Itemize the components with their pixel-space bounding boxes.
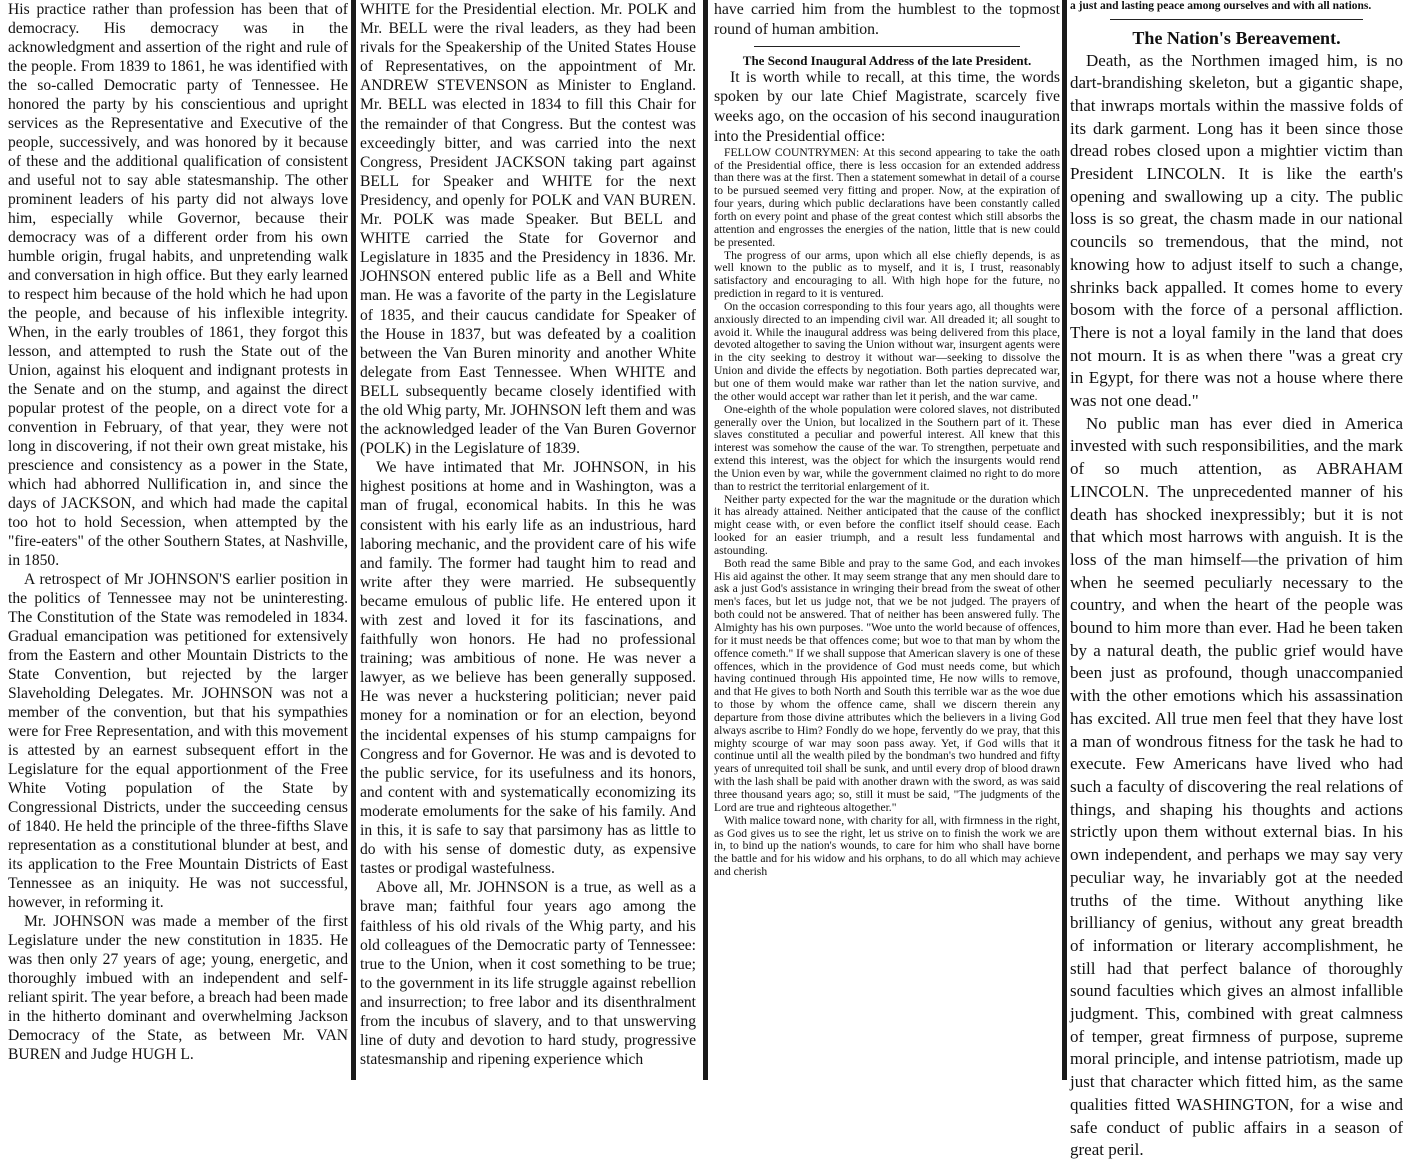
address-paragraph: FELLOW COUNTRYMEN: At this second appearing to take the oath of the Presidential office, there is less occasion for an extended address than there was at the first. Then a statement somewhat in detail of a course to be pursued seemed very fitting and proper. Now, at the expiration of four years, during which public declarations have been constantly called forth on every point and phase of the great contest which still absorbs the attention and engrosses the energies of the nation, little that is new could be presented. <box>714 145 1060 249</box>
column-1 <box>8 0 348 1080</box>
section-divider <box>754 46 1020 47</box>
address-paragraph: The progress of our arms, upon which all else chiefly depends, is as well known to the public as to myself, and it is, I trust, reasonably satisfactory and encouraging to all. With high hope for the future, no prediction in regard to it is ventured. <box>714 248 1060 301</box>
column-2 <box>360 0 696 1080</box>
section-divider <box>1110 19 1363 20</box>
inaugural-address <box>714 147 1060 879</box>
column-4-lead: a just and lasting peace among ourselves and with all nations. <box>1070 0 1372 12</box>
address-paragraph: Both read the same Bible and pray to the same God, and each invokes His aid against the other. It may seem strange that any men should dare to ask a just God's assistance in wringing their bread from the sweat of other men's faces, but let us judge not, that we be not judged. The prayers of both could not be answered. That of neither has been answered fully. The Almighty has his own purposes. "Woe unto the world because of offences, for it must needs be that offences come; but woe to that man by whom the offence cometh." If we shall suppose that American slavery is one of these offences, which in the providence of God must needs come, but which having continued through His appointed time, He now wills to remove, and that He gives to both North and South this terrible war as the woe due to those by whom the offence came, shall we discern therein any departure from those divine attributes which the believers in a living God always ascribe to Him? Fondly do we hope, fervently do we pray, that this mighty scourge of war may soon pass away. Yet, if God wills that it continue until all the wealth piled by the bondman's two hundred and fifty years of unrequited toil shall be sunk, and until every drop of blood drawn with the lash shall be paid with another drawn with the sword, as was said three thousand years ago; so, still it must be said, "The judgments of the Lord are true and righteous altogether." <box>714 556 1060 814</box>
column-3 <box>714 0 1060 1080</box>
column-1-paragraph-1: His practice rather than profession has been that of democracy. His democracy was in the acknowledgment and assertion of the right and rule of the people. From 1839 to 1861, he was identified with the so-called Democratic party of Tennessee. He honored the party by his conscientious and upright services as the Representative and Executive of the people, successively, and was honored by it because of these and the additional qualification of consistent and useful not to say able statesmanship. The other prominent leaders of his party did not always love him, especially while Governor, because their democracy was of a different order from his own humble origin, frugal habits, and unpretending walk and conversation in high office. But they early learned to respect him because of the hold which he had upon the people, and because of his inflexible integrity. When, in the early troubles of 1861, they forgot this lesson, and attempted to rush the State out of the Union, against his eloquent and indignant protests in the Senate and on the stump, and against the direct popular protest of the people, on a direct vote for a convention in February, of that year, they were not long in discovering, if not their own great mistake, his prescience and consistency as a power in the State, which had abhorred Nullification in, and since the days of JACKSON, and which had made the capital too hot to hold Secession, when attempted by the "fire-eaters" of the other Southern States, at Nashville, in 1850. <box>8 1 348 569</box>
column-rule-3 <box>1062 0 1067 1080</box>
column-rule-2 <box>703 0 708 1080</box>
address-paragraph: One-eighth of the whole population were colored slaves, not distributed generally over the Union, but localized in the Southern part of it. These slaves constituted a peculiar and powerful interest. All knew that this interest was somehow the cause of the war. To strengthen, perpetuate and extend this interest, was the object for which the insurgents would rend the Union even by war, while the government claimed no right to do more than to restrict the territorial enlargement of it. <box>714 402 1060 493</box>
column-4 <box>1070 0 1403 1160</box>
column-4-paragraph-2: No public man has ever died in America invested with such responsibilities, and the mark of so much attention, as ABRAHAM LINCOLN. The unprecedented manner of his death has shocked inexpressibly; but it is not that which most harrows with anguish. It is the loss of the man himself—the privation of him when he seemed peculiarly necessary to the country, and when the heart of the people was bound to him more than ever. Had he been taken by a natural death, the public grief would have been just as profound, though unaccompanied with the other emotions which his assassination has excited. All true men feel that they have lost a man of wondrous fitness for the task he had to execute. Few Americans have lived who had such a faculty of discovering the real relations of things, and shaping his thoughts and actions strictly upon them without external bias. In his own independent, and perhaps we may say very peculiar way, he invariably got at the needed truths of the time. Without anything like brilliancy of genius, without any great breadth of information or literary accomplishment, he still had that perfect balance of thoroughly sound faculties which gives an almost infallible judgment. This, combined with great calmness of temper, great firmness of purpose, supreme moral principle, and intense patriotism, made up just that character which fitted him, as the same qualities fitted WASHINGTON, for a wise and safe conduct of public affairs in a season of great peril. <box>1070 413 1403 1160</box>
address-paragraph: Neither party expected for the war the magnitude or the duration which it has already attained. Neither anticipated that the cause of the conflict might cease with, or even before the conflict itself should cease. Each looked for an easier triumph, and a result less fundamental and astounding. <box>714 492 1060 557</box>
address-paragraph: On the occasion corresponding to this four years ago, all thoughts were anxiously directed to an impending civil war. All dreaded it; all sought to avoid it. While the inaugural address was being delivered from this place, devoted altogether to saving the Union without war, insurgent agents were in the city seeking to destroy it without war—seeking to dissolve the Union and divide the effects by negotiation. Both parties deprecated war, but one of them would make war rather than let the nation survive, and the other would accept war rather than let it perish, and the war came. <box>714 299 1060 403</box>
inaugural-intro: It is worth while to recall, at this time, the words spoken by our late Chief Magistrate, scarcely five weeks ago, on the occasion of his second inauguration into the Presidential office: <box>714 68 1060 145</box>
column-2-paragraph-3: Above all, Mr. JOHNSON is a true, as well as a brave man; faithful four years ago among the faithless of his old rivals of the Whig party, and his old colleagues of the Democratic party of Tennessee: true to the Union, when it cost something to be true; to the government in its life struggle against rebellion and insurrection; to free labor and its disenthralment from the incubus of slavery, and to that unswerving line of duty and devotion to hard study, progressive statesmanship and ripening experience which <box>360 879 696 1069</box>
column-4-paragraph-1: Death, as the Northmen imaged him, is no dart-brandishing skeleton, but a gigantic shape, that inwraps mortals within the massive folds of its dark garment. Long has it been since those dread robes closed upon a mightier victim than President LINCOLN. It is like the earth's opening and swallowing up a city. The public loss is so great, the chasm made in our national councils so tremendous, that the mind, not knowing how to adjust itself to such a change, shrinks back appalled. It comes home to every bosom with the force of a personal affliction. There is not a loyal family in the land that does not mourn. It is as when there "was a great cry in Egypt, for there was not a house where there was not one dead." <box>1070 50 1403 411</box>
column-1-paragraph-3: Mr. JOHNSON was made a member of the first Legislature under the new constitution in 1835. He was then only 27 years of age; young, energetic, and thoroughly imbued with an independent and self-reliant spirit. The year before, a breach had been made in the hitherto dominant and overwhelming Jackson Democracy of the State, as between Mr. VAN BUREN and Judge HUGH L. <box>8 913 348 1063</box>
column-1-paragraph-2: A retrospect of Mr JOHNSON'S earlier position in the politics of Tennessee may not be uninteresting. The Constitution of the State was remodeled in 1834. Gradual emancipation was petitioned for extensively from the Eastern and other Mountain Districts to the State Convention, but rejected by the larger Slaveholding Delegates. Mr. JOHNSON was not a member of the convention, but that his sympathies were for Free Representation, and with this movement is attested by an earnest subsequent effort in the Legislature for the equal apportionment of the Free White Voting population of the State by Congressional Districts, under the succeeding census of 1840. He held the principle of the three-fifths Slave representation as a constitutional blunder at best, and its application to the Free Mountain Districts of East Tennessee as an iniquity. He was not successful, however, in reforming it. <box>8 571 348 911</box>
column-2-paragraph-1: WHITE for the Presidential election. Mr. POLK and Mr. BELL were the rival leaders, as they had been rivals for the Speakership of the United States House of Representatives, on the appointment of Mr. ANDREW STEVENSON as Minister to England. Mr. BELL was elected in 1834 to fill this Chair for the remainder of that Congress. But the contest was exceedingly bitter, and was carried into the next Congress, President JACKSON taking part against BELL for Speaker and WHITE for the next Presidency, and openly for POLK and VAN BUREN. Mr. POLK was made Speaker. But BELL and WHITE carried the State for Governor and Legislature in 1835 and the Presidency in 1836. Mr. JOHNSON entered public life as a Bell and White man. He was a favorite of the party in the Legislature of 1835, and their caucus candidate for Speaker of the House in 1837, but was defeated by a coalition between the Van Buren minority and another White delegate from East Tennessee. When WHITE and BELL subsequently became closely identified with the old Whig party, Mr. JOHNSON left them and was the acknowledged leader of the Van Buren Governor (POLK) in the Legislature of 1839. <box>360 1 696 458</box>
column-3-lead: have carried him from the humblest to the topmost round of human ambition. <box>714 1 1060 38</box>
column-2-paragraph-2: We have intimated that Mr. JOHNSON, in his highest positions at home and in Washington, was a man of frugal, economical habits. In this he was consistent with his early life as an industrious, hard laboring mechanic, and the provident care of his wife and family. The former had taught him to read and write after they were married. He subsequently became emulous of public life. He entered upon it with zest and loved it for its fascinations, and faithfully won honors. He had no professional training; was ambitious of none. He was never a lawyer, as we believe has been generally supposed. He was never a huckstering politician; never paid money for a nomination or for an election, beyond the incidental expenses of his stump campaigns for Congress and for Governor. He was and is devoted to the public service, for its usefulness and its honors, and content with and systematically economizing its moderate emoluments for the sake of his family. And in this, it is safe to say that parsimony has as little to do with his sense of domestic duty, as expensive tastes or prodigal wastefulness. <box>360 459 696 878</box>
bereavement-heading: The Nation's Bereavement. <box>1132 27 1341 48</box>
inaugural-heading: The Second Inaugural Address of the late President. <box>742 52 1032 68</box>
address-paragraph: With malice toward none, with charity for all, with firmness in the right, as God gives us to see the right, let us strive on to finish the work we are in, to bind up the nation's wounds, to care for him who shall have borne the battle and for his widow and his orphans, to do all which may achieve and cherish <box>714 813 1060 879</box>
column-rule-1 <box>351 0 356 1080</box>
